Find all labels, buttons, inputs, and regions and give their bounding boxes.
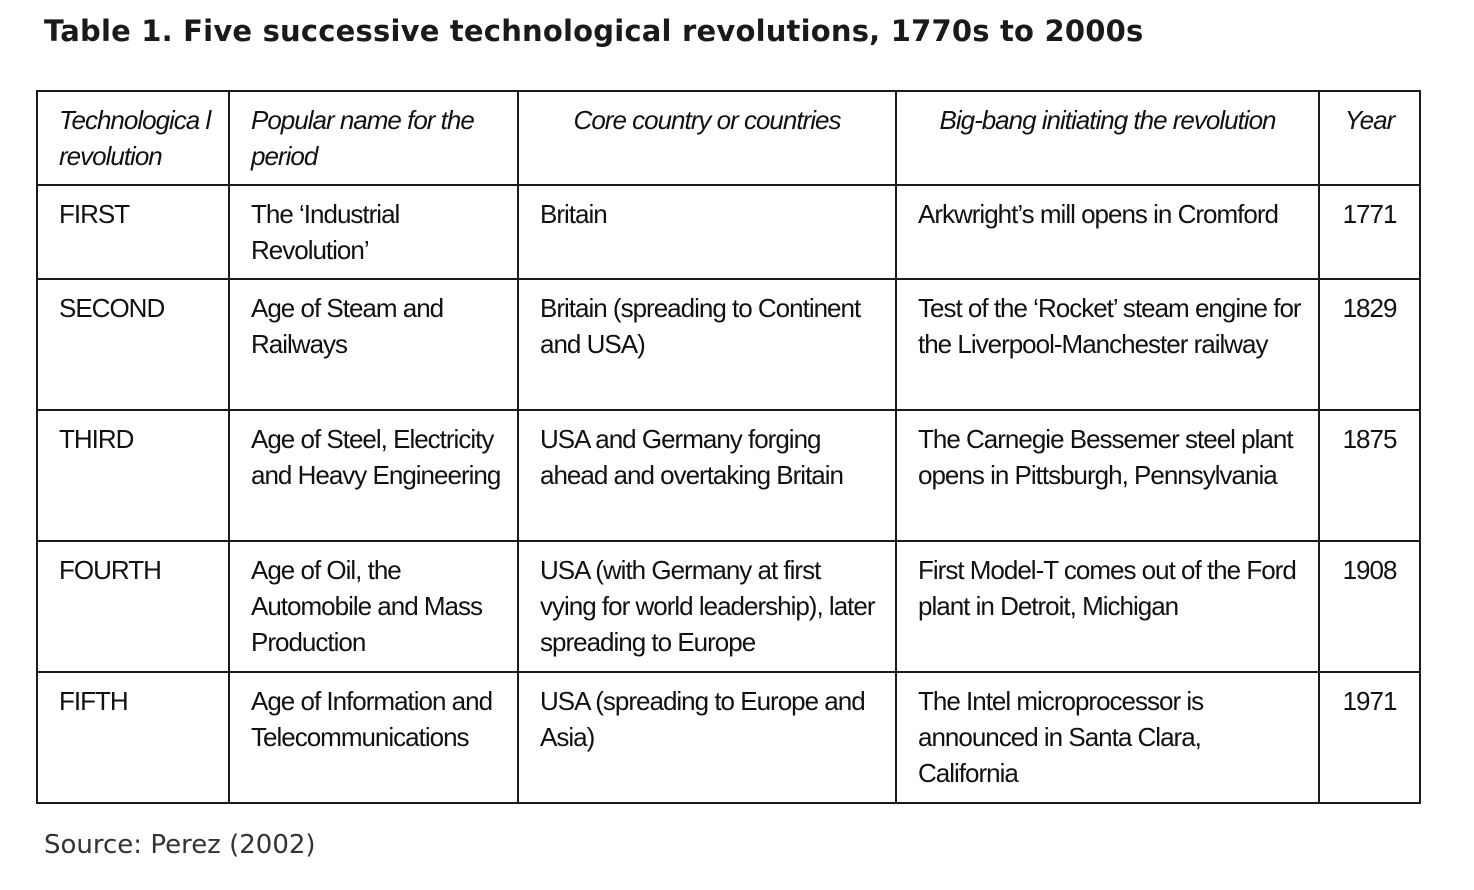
cell-revolution: FOURTH xyxy=(37,541,229,672)
header-popular-name: Popular name for the period xyxy=(229,91,518,185)
header-technological-revolution: Technologica l revolution xyxy=(37,91,229,185)
cell-big-bang: Test of the ‘Rocket’ steam engine for the Liverpool-Manchester railway xyxy=(896,279,1319,410)
header-core-countries: Core country or countries xyxy=(518,91,896,185)
cell-year: 1875 xyxy=(1319,410,1420,541)
cell-core-countries: Britain xyxy=(518,185,896,279)
cell-popular-name: Age of Information and Telecommunications xyxy=(229,672,518,803)
cell-year: 1771 xyxy=(1319,185,1420,279)
header-year: Year xyxy=(1319,91,1420,185)
header-big-bang: Big-bang initiating the revolution xyxy=(896,91,1319,185)
cell-core-countries: USA (with Germany at first vying for world leadership), later spreading to Europe xyxy=(518,541,896,672)
table-row xyxy=(37,279,1420,410)
cell-big-bang: First Model-T comes out of the Ford plant in Detroit, Michigan xyxy=(896,541,1319,672)
table-header-row xyxy=(37,91,1420,185)
source-note: Source: Perez (2002) xyxy=(44,830,316,860)
table-row xyxy=(37,185,1420,279)
cell-core-countries: USA and Germany forging ahead and overtaking Britain xyxy=(518,410,896,541)
cell-revolution: FIRST xyxy=(37,185,229,279)
cell-popular-name: The ‘Industrial Revolution’ xyxy=(229,185,518,279)
cell-big-bang: The Carnegie Bessemer steel plant opens in Pittsburgh, Pennsylvania xyxy=(896,410,1319,541)
cell-year: 1829 xyxy=(1319,279,1420,410)
cell-big-bang: Arkwright’s mill opens in Cromford xyxy=(896,185,1319,279)
cell-popular-name: Age of Oil, the Automobile and Mass Production xyxy=(229,541,518,672)
cell-revolution: FIFTH xyxy=(37,672,229,803)
table-row xyxy=(37,410,1420,541)
cell-revolution: THIRD xyxy=(37,410,229,541)
cell-year: 1908 xyxy=(1319,541,1420,672)
cell-popular-name: Age of Steel, Electricity and Heavy Engineering xyxy=(229,410,518,541)
cell-core-countries: Britain (spreading to Continent and USA) xyxy=(518,279,896,410)
cell-revolution: SECOND xyxy=(37,279,229,410)
table-row xyxy=(37,541,1420,672)
table-title: Table 1. Five successive technological revolutions, 1770s to 2000s xyxy=(44,14,1144,48)
cell-big-bang: The Intel microprocessor is announced in Santa Clara, California xyxy=(896,672,1319,803)
cell-popular-name: Age of Steam and Railways xyxy=(229,279,518,410)
cell-core-countries: USA (spreading to Europe and Asia) xyxy=(518,672,896,803)
cell-year: 1971 xyxy=(1319,672,1420,803)
table-row xyxy=(37,672,1420,803)
revolutions-table xyxy=(36,90,1421,804)
